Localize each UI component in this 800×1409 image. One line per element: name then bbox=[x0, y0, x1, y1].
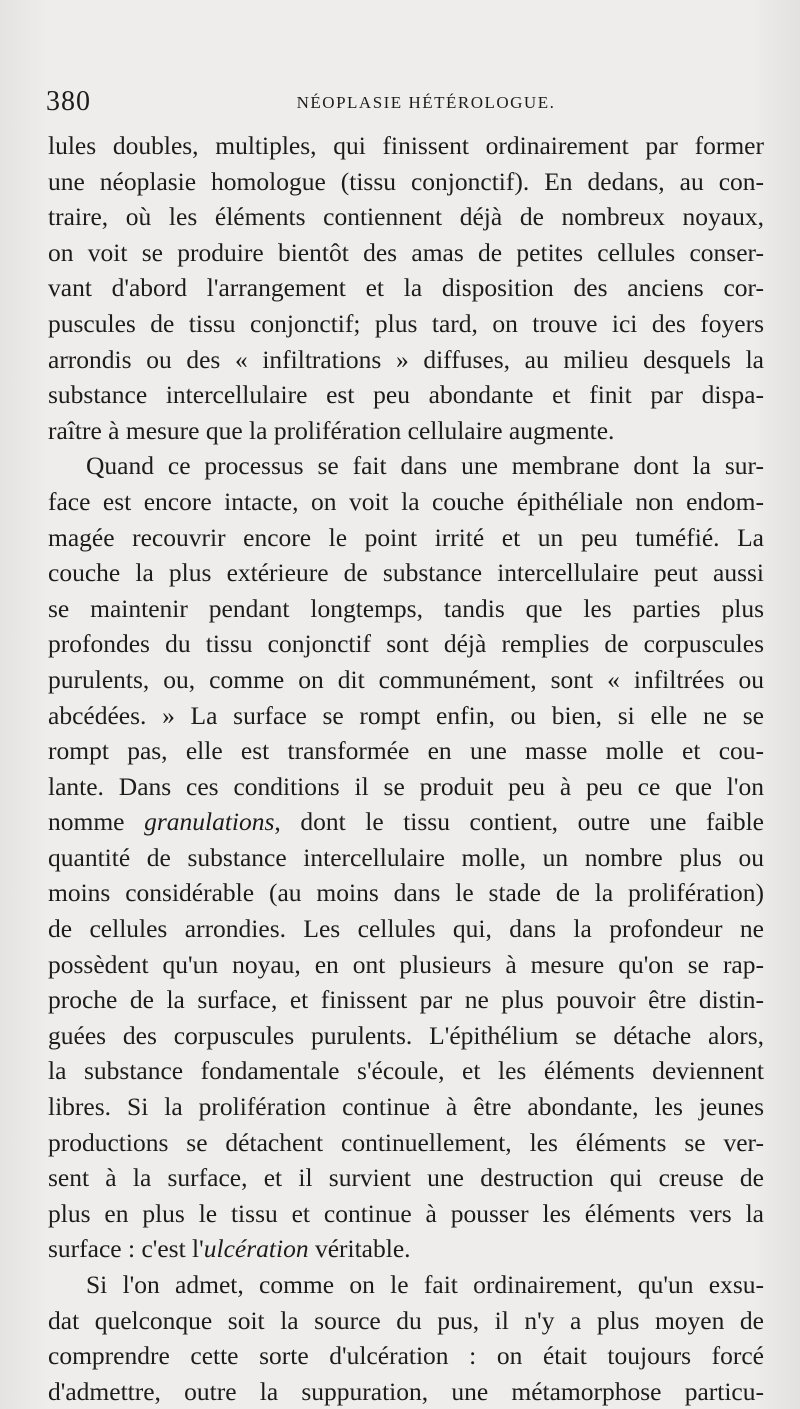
text-line: traire, où les éléments contiennent déjà de nombreux noyaux, bbox=[48, 202, 764, 232]
text-line: une néoplasie homologue (tissu conjonctif). En dedans, au con- bbox=[48, 166, 764, 196]
text-line-with-italic bbox=[48, 804, 764, 840]
text-line: magée recouvrir encore le point irrité et un peu tuméfié. La bbox=[48, 522, 764, 552]
text-line: raître à mesure que la prolifération cellulaire augmente. bbox=[48, 415, 615, 445]
text-line: proche de la surface, et finissent par ne plus pouvoir être distin- bbox=[48, 985, 764, 1015]
text-line: productions se détachent continuellement, les éléments se ver- bbox=[48, 1127, 764, 1157]
text-line: Si l'on admet, comme on le fait ordinairement, qu'un exsu- bbox=[86, 1270, 764, 1299]
text-line: face est encore intacte, on voit la couche épithéliale non endom- bbox=[48, 486, 764, 516]
text-line: couche la plus extérieure de substance intercellulaire peut aussi bbox=[48, 558, 764, 588]
text-line: substance intercellulaire est peu abondante et finit par dispa- bbox=[48, 380, 764, 410]
text-line: comprendre cette sorte d'ulcération : on était toujours forcé bbox=[48, 1341, 764, 1371]
text-line: puscules de tissu conjonctif; plus tard, on trouve ici des foyers bbox=[48, 308, 764, 338]
text-line: possèdent qu'un noyau, en ont plusieurs à mesure qu'on se rap- bbox=[48, 949, 764, 979]
text-line: Quand ce processus se fait dans une membrane dont la sur- bbox=[86, 451, 764, 481]
text-line: se maintenir pendant longtemps, tandis que les parties plus bbox=[48, 593, 764, 623]
text-segment: véritable. bbox=[308, 1234, 411, 1264]
text-line: lules doubles, multiples, qui finissent ordinairement par former bbox=[48, 131, 764, 160]
text-line: purulents, ou, comme on dit communément, sont « infiltrées ou bbox=[48, 664, 764, 694]
text-line: abcédées. » La surface se rompt enfin, ou bien, si elle ne se bbox=[48, 700, 764, 730]
text-line: dat quelconque soit la source du pus, il n'y a plus moyen de bbox=[48, 1305, 764, 1335]
text-line: profondes du tissu conjonctif sont déjà remplies de corpuscules bbox=[48, 629, 764, 659]
text-line: rompt pas, elle est transformée en une masse molle et cou- bbox=[48, 736, 764, 766]
body-text bbox=[48, 128, 764, 1409]
text-line: arrondis ou des « infiltrations » diffuses, au milieu desquels la bbox=[48, 344, 764, 374]
text-line: la substance fondamentale s'écoule, et les éléments deviennent bbox=[48, 1056, 764, 1086]
text-line: sent à la surface, et il survient une destruction qui creuse de bbox=[48, 1163, 764, 1193]
page-number: 380 bbox=[46, 86, 91, 117]
text-line: d'admettre, outre la suppuration, une métamorphose particu- bbox=[48, 1376, 764, 1406]
text-line: de cellules arrondies. Les cellules qui, dans la profondeur ne bbox=[48, 914, 764, 944]
text-line: libres. Si la prolifération continue à être abondante, les jeunes bbox=[48, 1092, 764, 1122]
text-segment: , dont le tissu contient, outre une faible bbox=[274, 807, 764, 837]
text-line: quantité de substance intercellulaire molle, un nombre plus ou bbox=[48, 842, 764, 872]
text-segment: surface : c'est l' bbox=[48, 1234, 204, 1264]
italic-term-ulceration: ulcération bbox=[203, 1234, 309, 1264]
text-line: plus en plus le tissu et continue à pousser les éléments vers la bbox=[48, 1198, 764, 1228]
italic-term-granulations: granulations bbox=[144, 807, 275, 837]
page-header bbox=[46, 86, 766, 122]
text-line: guées des corpuscules purulents. L'épithélium se détache alors, bbox=[48, 1020, 764, 1050]
running-title: NÉOPLASIE HÉTÉROLOGUE. bbox=[296, 93, 556, 112]
text-line: lante. Dans ces conditions il se produit peu à peu ce que l'on bbox=[48, 771, 764, 801]
text-line: on voit se produire bientôt des amas de petites cellules conser- bbox=[48, 237, 764, 267]
text-line-with-italic bbox=[48, 1231, 764, 1267]
text-segment: nomme bbox=[48, 807, 145, 837]
text-line: moins considérable (au moins dans le stade de la prolifération) bbox=[48, 878, 764, 908]
text-line: vant d'abord l'arrangement et la disposition des anciens cor- bbox=[48, 273, 764, 303]
